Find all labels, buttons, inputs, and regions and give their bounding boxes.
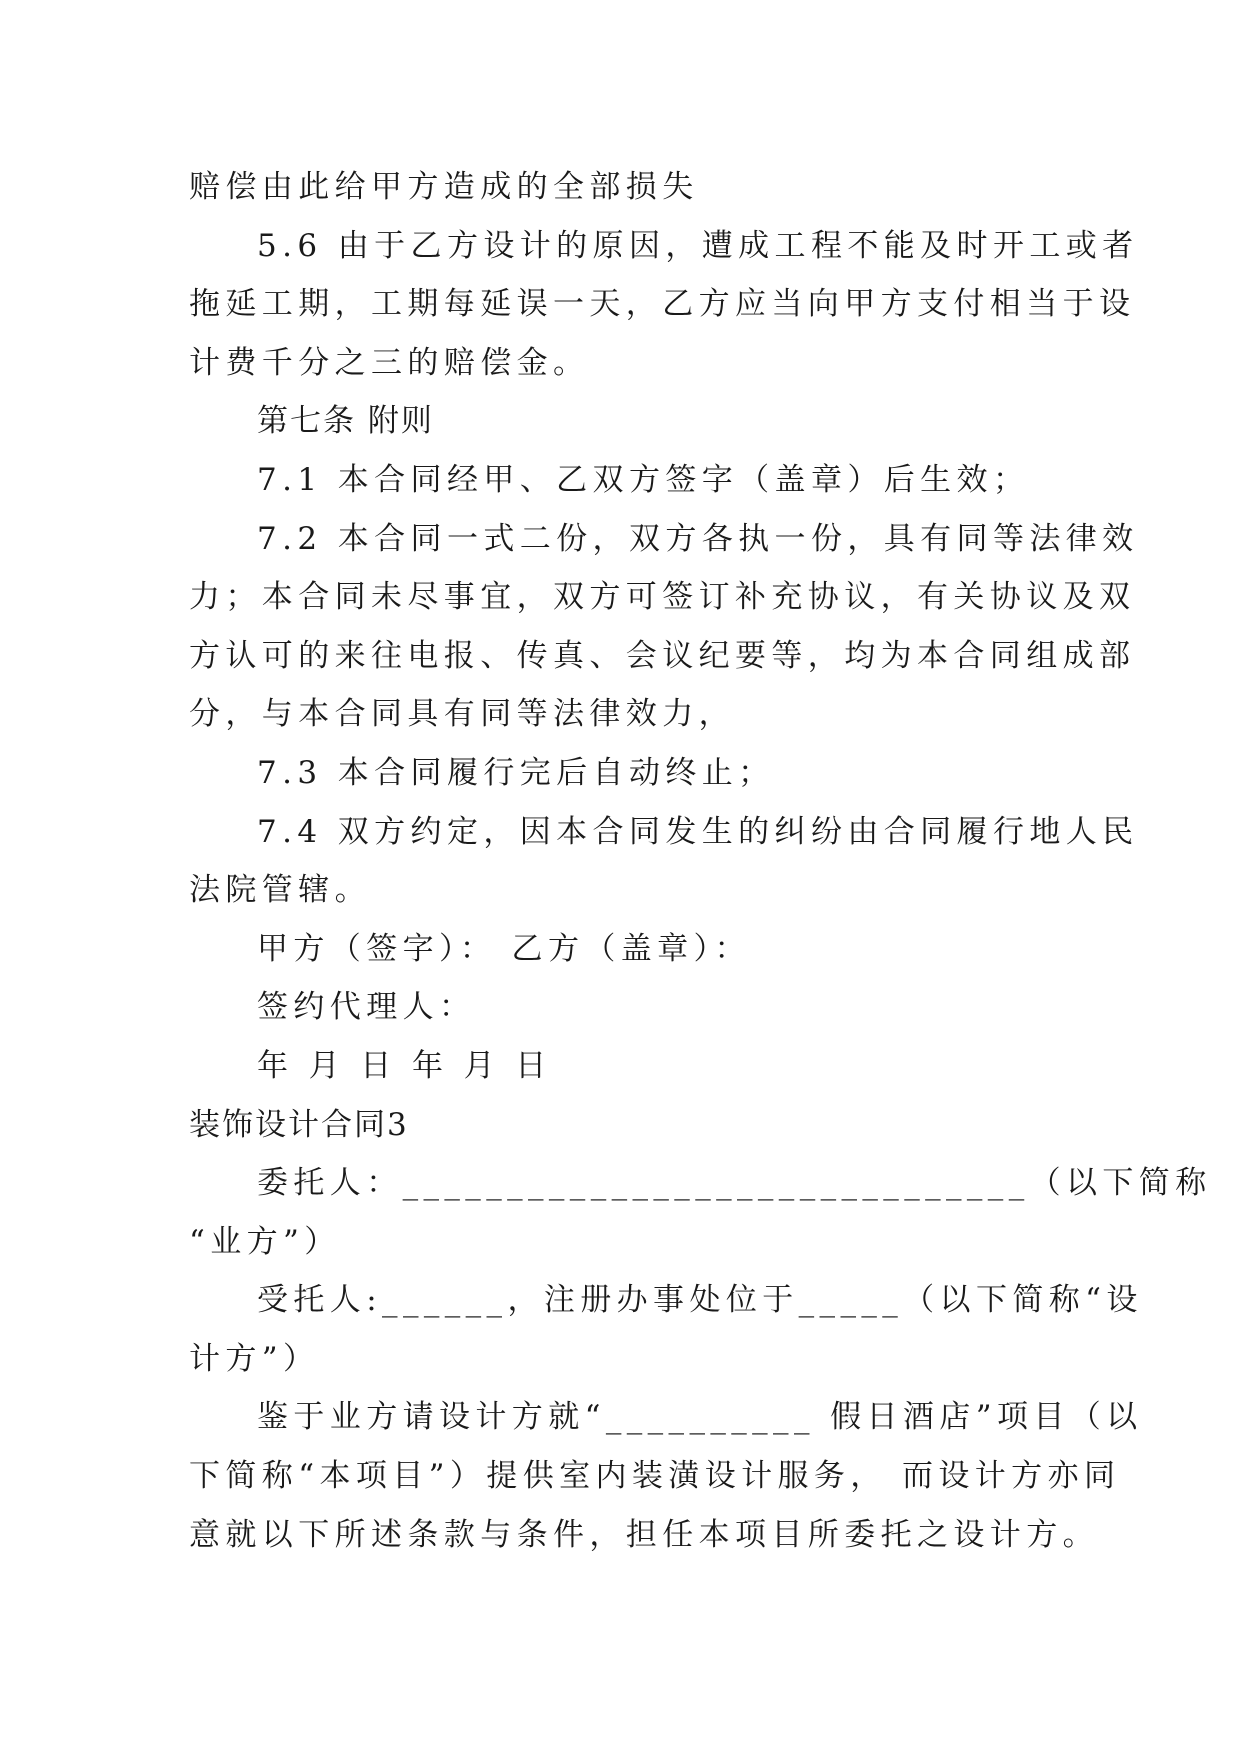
contract-title: 装饰设计合同3	[189, 1106, 409, 1143]
clause-5-6-line: 5.6 由于乙方设计的原因，遭成工程不能及时开工或者	[257, 227, 1139, 264]
signature-parties-line: 甲方（签字）： 乙方（盖章）：	[257, 930, 751, 967]
paragraph-line: 下简称“本项目”）提供室内装潢设计服务， 而设计方亦同	[189, 1458, 1121, 1495]
paragraph-line: 意就以下所述条款与条件，担任本项目所委托之设计方。	[189, 1516, 1099, 1553]
paragraph-line: 力；本合同未尽事宜，双方可签订补充协议，有关协议及双	[189, 579, 1136, 616]
clause-7-3-line: 7.3 本合同履行完后自动终止；	[257, 754, 775, 791]
designer-line: 受托人:______，注册办事处位于_____（以下简称“设	[257, 1282, 1143, 1319]
client-line: 委托人：______________________________（以下简称	[257, 1165, 1212, 1202]
paragraph-line: 方认可的来往电报、传真、会议纪要等，均为本合同组成部	[189, 637, 1136, 674]
paragraph-line: “业方”）	[189, 1223, 341, 1260]
section-title-article-7: 第七条 附则	[257, 403, 434, 440]
paragraph-line: 计费千分之三的赔偿金。	[189, 344, 590, 381]
recital-line: 鉴于业方请设计方就“__________ 假日酒店”项目（以	[257, 1399, 1143, 1436]
paragraph-line: 分，与本合同具有同等法律效力，	[189, 696, 735, 733]
clause-7-2-line: 7.2 本合同一式二份，双方各执一份，具有同等法律效	[257, 520, 1139, 557]
clause-7-4-line: 7.4 双方约定，因本合同发生的纠纷由合同履行地人民	[257, 813, 1139, 850]
paragraph-line: 法院管辖。	[189, 872, 371, 909]
clause-7-1-line: 7.1 本合同经甲、乙双方签字（盖章）后生效；	[257, 461, 1030, 498]
paragraph-line: 赔偿由此给甲方造成的全部损失	[189, 169, 699, 205]
document-body	[189, 158, 1212, 1564]
paragraph-line: 拖延工期，工期每延误一天，乙方应当向甲方支付相当于设	[189, 286, 1136, 323]
signing-agent-line: 签约代理人：	[257, 989, 476, 1026]
paragraph-line: 计方”）	[189, 1340, 320, 1377]
date-line: 年 月 日 年 月 日	[257, 1047, 552, 1084]
